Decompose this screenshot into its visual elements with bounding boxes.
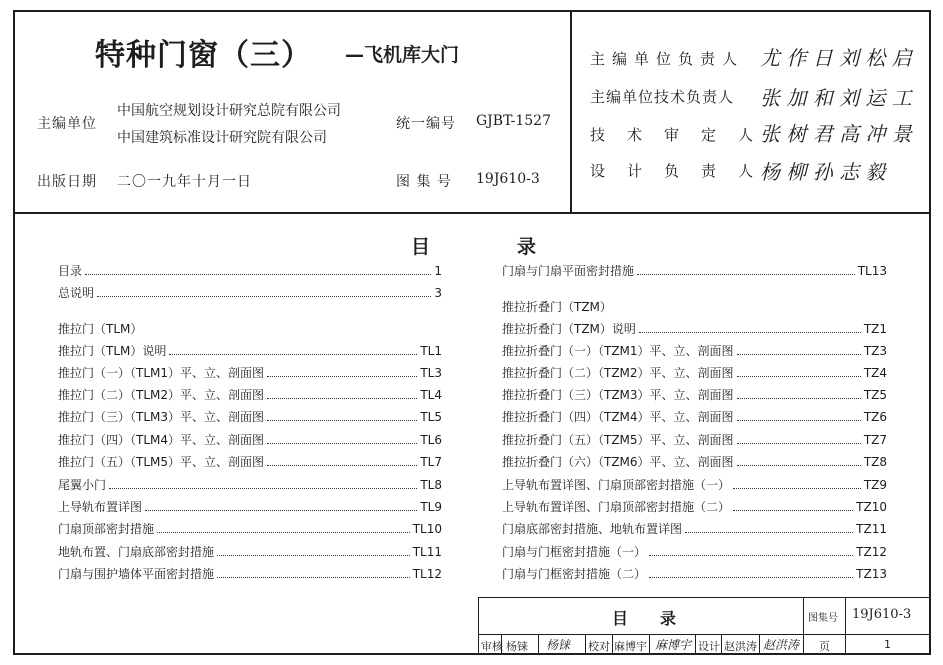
toc-entry[interactable]: 上导轨布置详图、门扇顶部密封措施（二） TZ10	[502, 500, 887, 514]
leader-dots	[733, 510, 853, 511]
signature-chief-unit: 尤 作 日 刘 松 启	[760, 46, 912, 70]
title-block-col	[695, 634, 696, 655]
atlas-title: 特种门窗（三）	[95, 38, 312, 73]
signature-review: 张 树 君 高 冲 景	[760, 122, 912, 146]
toc-section-heading: 推拉折叠门（TZM）	[502, 300, 612, 314]
toc-heading-right: 录	[517, 236, 537, 258]
signature-design-chief: 杨 柳 孙 志 毅	[760, 160, 886, 184]
toc-entry[interactable]: 推拉门（四）（TLM4）平、立、剖面图 TL6	[58, 433, 442, 447]
toc-entry[interactable]: 门扇与门框密封措施（一） TZ12	[502, 545, 887, 559]
toc-entry[interactable]: 推拉门（二）（TLM2）平、立、剖面图 TL4	[58, 388, 442, 402]
date-value: 二〇一九年十月一日	[117, 174, 252, 190]
title-block-col	[538, 634, 539, 655]
code-value: GJBT-1527	[476, 113, 551, 129]
check-name: 麻博宇	[614, 640, 647, 653]
title-block-top	[478, 597, 931, 598]
toc-entry[interactable]: 推拉折叠门（五）（TZM5）平、立、剖面图 TZ7	[502, 433, 887, 447]
code-label: 统一编号	[396, 116, 456, 132]
review-signature: 杨铼	[546, 638, 571, 652]
leader-dots	[157, 532, 410, 533]
toc-entry[interactable]: 推拉折叠门（一）（TZM1）平、立、剖面图 TZ3	[502, 344, 887, 358]
title-block-col	[721, 634, 722, 655]
toc-entry[interactable]: 推拉折叠门（三）（TZM3）平、立、剖面图 TZ5	[502, 388, 887, 402]
toc-entry[interactable]: 门扇顶部密封措施 TL10	[58, 522, 442, 536]
toc-entry[interactable]: 推拉折叠门（二）（TZM2）平、立、剖面图 TZ4	[502, 366, 887, 380]
toc-section-heading: 推拉门（TLM）	[58, 322, 143, 336]
leader-dots	[685, 532, 853, 533]
toc-entry[interactable]: 门扇与门框密封措施（二） TZ13	[502, 567, 887, 581]
leader-dots	[267, 443, 417, 444]
toc-entry[interactable]: 推拉折叠门（TZM）说明 TZ1	[502, 322, 887, 336]
toc-entry[interactable]: 门扇底部密封措施、地轨布置详图 TZ11	[502, 522, 887, 536]
toc-entry[interactable]: 地轨布置、门扇底部密封措施 TL11	[58, 545, 442, 559]
title-block-col	[803, 597, 804, 655]
header-divider	[13, 212, 931, 214]
design-label: 设计	[698, 640, 720, 653]
date-label: 出版日期	[37, 174, 97, 190]
sig-label-tech-chief: 主编单位技术负责人	[590, 88, 735, 106]
title-block-col	[649, 634, 650, 655]
atlas-no-value: 19J610-3	[476, 171, 540, 187]
atlas-no-value: 19J610-3	[852, 607, 912, 622]
leader-dots	[109, 488, 417, 489]
compiler-label: 主编单位	[37, 116, 97, 132]
title-block-name-left: 目	[612, 609, 629, 628]
title-block-left	[478, 597, 479, 655]
toc-entry[interactable]: 目录 1	[58, 264, 442, 278]
leader-dots	[737, 354, 861, 355]
toc-entry[interactable]: 门扇与围护墙体平面密封措施 TL12	[58, 567, 442, 581]
toc-entry[interactable]: 推拉折叠门（六）（TZM6）平、立、剖面图 TZ8	[502, 455, 887, 469]
toc-entry[interactable]: 上导轨布置详图 TL9	[58, 500, 442, 514]
title-block-name-right: 录	[660, 609, 677, 628]
compiler-1: 中国航空规划设计研究总院有限公司	[117, 103, 341, 119]
title-block-col	[845, 597, 846, 655]
leader-dots	[97, 296, 431, 297]
review-name: 杨铼	[506, 640, 528, 653]
page-label: 页	[819, 640, 830, 653]
atlas-subtitle: —飞机库大门	[345, 44, 460, 66]
leader-dots	[267, 420, 417, 421]
leader-dots	[169, 354, 417, 355]
atlas-no-label: 图 集 号	[396, 174, 452, 190]
compiler-2: 中国建筑标准设计研究院有限公司	[117, 130, 327, 146]
toc-entry[interactable]: 上导轨布置详图、门扇顶部密封措施（一） TZ9	[502, 478, 887, 492]
review-label: 审核	[481, 640, 503, 653]
title-block-col	[585, 634, 586, 655]
toc-entry[interactable]: 推拉折叠门（四）（TZM4）平、立、剖面图 TZ6	[502, 410, 887, 424]
leader-dots	[267, 376, 417, 377]
toc-heading-left: 目	[411, 236, 431, 258]
sig-label-design-chief: 设计负责人	[590, 162, 776, 180]
check-signature: 麻博宇	[655, 638, 692, 652]
leader-dots	[649, 555, 853, 556]
leader-dots	[737, 420, 861, 421]
leader-dots	[737, 465, 861, 466]
toc-entry[interactable]: 推拉门（三）（TLM3）平、立、剖面图 TL5	[58, 410, 442, 424]
sig-label-review: 技术审定人	[590, 126, 776, 144]
leader-dots	[85, 274, 431, 275]
leader-dots	[639, 332, 861, 333]
page-value: 1	[884, 638, 891, 651]
design-name: 赵洪涛	[724, 640, 757, 653]
toc-entry[interactable]: 推拉门（TLM）说明 TL1	[58, 344, 442, 358]
leader-dots	[737, 376, 861, 377]
leader-dots	[649, 577, 853, 578]
title-block-mid	[478, 634, 931, 635]
title-block-col	[612, 634, 613, 655]
toc-entry[interactable]: 门扇与门扇平面密封措施 TL13	[502, 264, 887, 278]
leader-dots	[217, 555, 410, 556]
sig-label-chief-unit: 主编单位负责人	[590, 50, 745, 68]
leader-dots	[637, 274, 855, 275]
leader-dots	[267, 465, 417, 466]
signature-tech-chief: 张 加 和 刘 运 工	[760, 86, 912, 110]
toc-entry[interactable]: 尾翼小门 TL8	[58, 478, 442, 492]
toc-entry[interactable]: 推拉门（一）（TLM1）平、立、剖面图 TL3	[58, 366, 442, 380]
leader-dots	[145, 510, 417, 511]
toc-entry[interactable]: 推拉门（五）（TLM5）平、立、剖面图 TL7	[58, 455, 442, 469]
design-signature: 赵洪涛	[763, 638, 800, 652]
leader-dots	[267, 398, 417, 399]
title-block-col	[759, 634, 760, 655]
leader-dots	[737, 443, 861, 444]
toc-entry[interactable]: 总说明 3	[58, 286, 442, 300]
header-vertical-divider	[570, 10, 572, 213]
leader-dots	[733, 488, 861, 489]
leader-dots	[217, 577, 410, 578]
leader-dots	[737, 398, 861, 399]
check-label: 校对	[588, 640, 610, 653]
atlas-no-label: 图集号	[808, 613, 838, 624]
